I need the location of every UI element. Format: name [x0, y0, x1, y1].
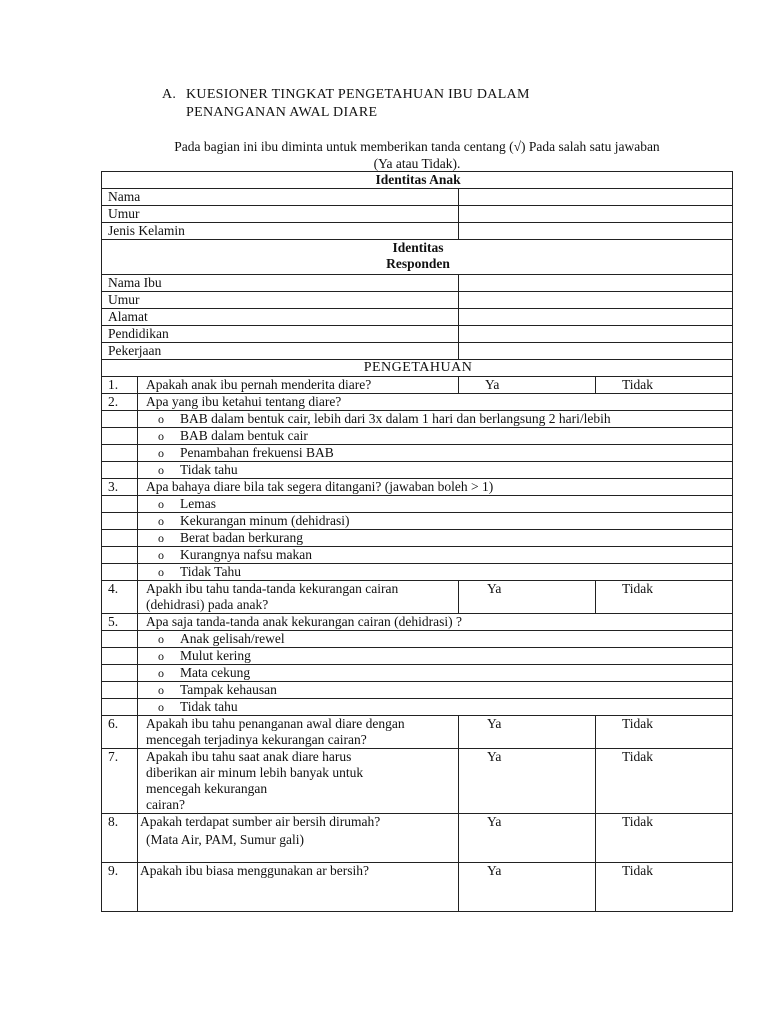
option-text: Kekurangan minum (dehidrasi): [180, 513, 350, 528]
field-label-pekerjaan: Pekerjaan: [102, 343, 459, 360]
question-line: Apakah ibu tahu penanganan awal diare dengan: [146, 716, 405, 731]
question-number: 8.: [102, 814, 138, 863]
option-bullet: o: [158, 463, 164, 477]
answer-tidak[interactable]: Tidak: [596, 716, 733, 749]
field-label-umur: Umur: [102, 206, 459, 223]
field-input-pendidikan[interactable]: [459, 326, 733, 343]
option-text: Tidak Tahu: [180, 564, 241, 579]
heading-line-2: PENANGANAN AWAL DIARE: [186, 105, 378, 120]
section-identitas-responden: [102, 240, 733, 275]
answer-ya[interactable]: Ya: [459, 863, 596, 912]
question-number: 6.: [102, 716, 138, 749]
option-item[interactable]: [138, 496, 733, 513]
empty-cell: [102, 682, 138, 699]
option-item[interactable]: [138, 547, 733, 564]
field-input-jenis-kelamin[interactable]: [459, 223, 733, 240]
option-item[interactable]: [138, 530, 733, 547]
option-text: Mata cekung: [180, 665, 251, 680]
question-line: diberikan air minum lebih banyak untuk: [146, 765, 364, 780]
empty-cell: [102, 496, 138, 513]
question-row-4: [102, 581, 733, 614]
empty-cell: [102, 462, 138, 479]
option-text: Mulut kering: [180, 648, 251, 663]
option-item[interactable]: [138, 428, 733, 445]
option-bullet: o: [158, 446, 164, 460]
question-row-5: [102, 614, 733, 631]
option-item[interactable]: [138, 411, 733, 428]
option-item[interactable]: [138, 564, 733, 581]
question-number: 3.: [102, 479, 138, 496]
answer-tidak[interactable]: Tidak: [596, 863, 733, 912]
section-letter: A.: [162, 87, 177, 102]
answer-tidak[interactable]: Tidak: [596, 814, 733, 863]
field-label-jenis-kelamin: Jenis Kelamin: [102, 223, 459, 240]
document-heading: [162, 86, 530, 122]
option-bullet: o: [158, 683, 164, 697]
field-label-pendidikan: Pendidikan: [102, 326, 459, 343]
option-bullet: o: [158, 632, 164, 646]
question-text: Apakah ibu biasa menggunakan ar bersih?: [138, 863, 459, 912]
empty-cell: [102, 445, 138, 462]
question-row-6: [102, 716, 733, 749]
option-bullet: o: [158, 700, 164, 714]
question-line: cairan?: [146, 797, 185, 812]
field-input-alamat[interactable]: [459, 309, 733, 326]
option-text: BAB dalam bentuk cair: [180, 428, 308, 443]
field-label-umur-ibu: Umur: [102, 292, 459, 309]
question-number: 2.: [102, 394, 138, 411]
option-text: Tampak kehausan: [180, 682, 277, 697]
question-text: Apa yang ibu ketahui tentang diare?: [138, 394, 733, 411]
empty-cell: [102, 411, 138, 428]
option-text: Lemas: [180, 496, 216, 511]
option-item[interactable]: [138, 513, 733, 530]
answer-ya[interactable]: Ya: [459, 581, 596, 614]
empty-cell: [102, 631, 138, 648]
empty-cell: [102, 428, 138, 445]
option-item[interactable]: [138, 462, 733, 479]
answer-ya[interactable]: Ya: [459, 716, 596, 749]
empty-cell: [102, 513, 138, 530]
answer-ya[interactable]: Ya: [459, 377, 596, 394]
question-text: [138, 749, 459, 814]
option-text: Anak gelisah/rewel: [180, 631, 285, 646]
option-item[interactable]: [138, 445, 733, 462]
question-row-9: [102, 863, 733, 912]
question-line: Apakh ibu tahu tanda-tanda kekurangan cairan: [146, 581, 399, 596]
question-text: Apa bahaya diare bila tak segera ditangani? (jawaban boleh > 1): [138, 479, 733, 496]
question-row-3: [102, 479, 733, 496]
option-item[interactable]: [138, 648, 733, 665]
question-text: Apakah anak ibu pernah menderita diare?: [138, 377, 459, 394]
question-row-8: [102, 814, 733, 863]
field-input-nama-ibu[interactable]: [459, 275, 733, 292]
option-text: Penambahan frekuensi BAB: [180, 445, 334, 460]
section-identitas-anak: Identitas Anak: [102, 172, 733, 189]
empty-cell: [102, 699, 138, 716]
instruction-line-1: Pada bagian ini ibu diminta untuk memberikan tanda centang (√) Pada salah satu jawaban: [174, 139, 660, 154]
option-bullet: o: [158, 497, 164, 511]
answer-ya[interactable]: Ya: [459, 814, 596, 863]
option-text: Berat badan berkurang: [180, 530, 303, 545]
empty-cell: [102, 547, 138, 564]
instruction-line-2: (Ya atau Tidak).: [373, 156, 461, 171]
option-bullet: o: [158, 514, 164, 528]
option-bullet: o: [158, 649, 164, 663]
question-line: mencegah kekurangan: [146, 781, 268, 796]
empty-cell: [102, 530, 138, 547]
section-pengetahuan: PENGETAHUAN: [102, 360, 733, 377]
option-item[interactable]: [138, 682, 733, 699]
option-text: BAB dalam bentuk cair, lebih dari 3x dalam 1 hari dan berlangsung 2 hari/lebih: [180, 411, 611, 426]
field-label-nama: Nama: [102, 189, 459, 206]
option-item[interactable]: [138, 699, 733, 716]
option-text: Tidak tahu: [180, 699, 238, 714]
heading-line-1: KUESIONER TINGKAT PENGETAHUAN IBU DALAM: [186, 87, 530, 102]
answer-tidak[interactable]: Tidak: [596, 581, 733, 614]
question-text: [138, 581, 459, 614]
field-input-umur-ibu[interactable]: [459, 292, 733, 309]
question-line: Apakah terdapat sumber air bersih dirumah?: [140, 814, 381, 829]
empty-cell: [102, 665, 138, 682]
option-item[interactable]: [138, 631, 733, 648]
question-line: mencegah terjadinya kekurangan cairan?: [146, 732, 367, 747]
section-responden-line-1: Identitas: [392, 240, 444, 255]
question-number: 7.: [102, 749, 138, 814]
question-number: 1.: [102, 377, 138, 394]
question-number: 4.: [102, 581, 138, 614]
option-bullet: o: [158, 548, 164, 562]
empty-cell: [102, 648, 138, 665]
question-row-7: [102, 749, 733, 814]
option-bullet: o: [158, 531, 164, 545]
instruction-text: [102, 138, 732, 172]
questionnaire-table: [101, 171, 733, 912]
question-number: 5.: [102, 614, 138, 631]
field-label-nama-ibu: Nama Ibu: [102, 275, 459, 292]
question-number: 9.: [102, 863, 138, 912]
option-bullet: o: [158, 666, 164, 680]
section-responden-line-2: Responden: [386, 256, 450, 271]
answer-tidak[interactable]: Tidak: [596, 377, 733, 394]
question-text: [138, 716, 459, 749]
question-row-2: [102, 394, 733, 411]
field-input-umur[interactable]: [459, 206, 733, 223]
question-line: (Mata Air, PAM, Sumur gali): [146, 832, 304, 847]
option-bullet: o: [158, 565, 164, 579]
option-item[interactable]: [138, 665, 733, 682]
question-text: Apa saja tanda-tanda anak kekurangan cairan (dehidrasi) ?: [138, 614, 733, 631]
empty-cell: [102, 564, 138, 581]
answer-tidak[interactable]: Tidak: [596, 749, 733, 814]
option-text: Kurangnya nafsu makan: [180, 547, 312, 562]
question-line: Apakah ibu tahu saat anak diare harus: [146, 749, 352, 764]
option-bullet: o: [158, 429, 164, 443]
field-label-alamat: Alamat: [102, 309, 459, 326]
option-bullet: o: [158, 412, 164, 426]
option-text: Tidak tahu: [180, 462, 238, 477]
answer-ya[interactable]: Ya: [459, 749, 596, 814]
question-line: (dehidrasi) pada anak?: [146, 597, 269, 612]
field-input-nama[interactable]: [459, 189, 733, 206]
question-text: [138, 814, 459, 863]
question-row-1: [102, 377, 733, 394]
field-input-pekerjaan[interactable]: [459, 343, 733, 360]
